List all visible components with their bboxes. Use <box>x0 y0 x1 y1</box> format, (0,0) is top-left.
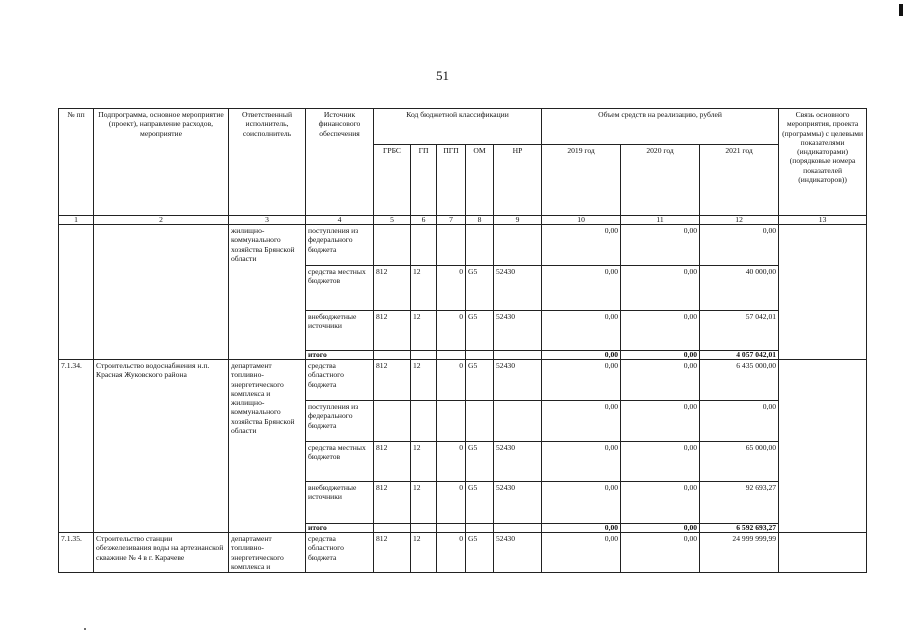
cell-om: G5 <box>466 360 494 401</box>
cell-executor: департамент топливно-энергетического комплекса и жилищно-коммунального хозяйства Брянской области <box>229 360 306 533</box>
cell-2020: 0,00 <box>621 266 700 311</box>
cell-2021: 24 999 999,99 <box>700 533 779 573</box>
cell-grbs: 812 <box>374 533 411 573</box>
cell-gp: 12 <box>411 266 437 311</box>
cell-2020: 0,00 <box>621 311 700 351</box>
cell-2021: 6 592 693,27 <box>700 524 779 533</box>
cell-om: G5 <box>466 482 494 524</box>
cell-2020: 0,00 <box>621 524 700 533</box>
header-num: № пп <box>59 109 94 216</box>
cell-source: средства местных бюджетов <box>306 442 374 482</box>
cell-np: 52430 <box>494 360 542 401</box>
cell-pgp <box>437 524 466 533</box>
cell-om <box>466 225 494 266</box>
cell-2019: 0,00 <box>542 266 621 311</box>
colnum: 13 <box>779 216 867 225</box>
cell-gp: 12 <box>411 482 437 524</box>
cell-grbs: 812 <box>374 482 411 524</box>
cell-source: поступления из федерального бюджета <box>306 401 374 442</box>
cell-num <box>59 225 94 360</box>
cell-gp <box>411 524 437 533</box>
header-code: Код бюджетной классификации <box>374 109 542 145</box>
cell-om <box>466 401 494 442</box>
cell-pgp: 0 <box>437 266 466 311</box>
header-gp: ГП <box>411 145 437 216</box>
header-2021: 2021 год <box>700 145 779 216</box>
header-link: Связь основного мероприятия, проекта (программы) с целевыми показателями (индикаторами) (порядковые номера показателей (индикаторов)) <box>779 109 867 216</box>
cell-2021: 40 000,00 <box>700 266 779 311</box>
cell-2021: 4 057 042,01 <box>700 351 779 360</box>
cell-source: средства местных бюджетов <box>306 266 374 311</box>
header-source: Источник финансового обеспечения <box>306 109 374 216</box>
cell-gp: 12 <box>411 360 437 401</box>
cell-link <box>779 225 867 360</box>
cell-om <box>466 351 494 360</box>
colnum: 2 <box>94 216 229 225</box>
cell-2020: 0,00 <box>621 533 700 573</box>
cell-num: 7.1.35. <box>59 533 94 573</box>
cell-name: Строительство водоснабжения н.п. Красная Жуковского района <box>94 360 229 533</box>
cell-gp: 12 <box>411 533 437 573</box>
cell-2021: 0,00 <box>700 225 779 266</box>
cell-grbs <box>374 225 411 266</box>
cell-2019: 0,00 <box>542 524 621 533</box>
colnum: 5 <box>374 216 411 225</box>
cell-2021: 92 693,27 <box>700 482 779 524</box>
cell-np <box>494 351 542 360</box>
cell-link <box>779 533 867 573</box>
cell-2020: 0,00 <box>621 351 700 360</box>
cell-om: G5 <box>466 533 494 573</box>
cell-pgp <box>437 401 466 442</box>
cell-source: средства областного бюджета <box>306 360 374 401</box>
header-volume: Объем средств на реализацию, рублей <box>542 109 779 145</box>
cell-pgp: 0 <box>437 360 466 401</box>
cell-2020: 0,00 <box>621 482 700 524</box>
cell-gp <box>411 401 437 442</box>
cell-pgp: 0 <box>437 311 466 351</box>
cell-2021: 6 435 000,00 <box>700 360 779 401</box>
cell-gp: 12 <box>411 311 437 351</box>
cell-np: 52430 <box>494 311 542 351</box>
page-number: 51 <box>436 68 449 83</box>
colnum: 1 <box>59 216 94 225</box>
cell-2019: 0,00 <box>542 482 621 524</box>
cell-2019: 0,00 <box>542 311 621 351</box>
cell-gp <box>411 225 437 266</box>
cell-np <box>494 225 542 266</box>
cell-np: 52430 <box>494 482 542 524</box>
cell-pgp: 0 <box>437 482 466 524</box>
cell-executor: департамент топливно-энергетического комплекса и <box>229 533 306 573</box>
colnum: 12 <box>700 216 779 225</box>
header-2019: 2019 год <box>542 145 621 216</box>
header-executor: Ответственный исполнитель, соисполнитель <box>229 109 306 216</box>
cell-2021: 57 042,01 <box>700 311 779 351</box>
cell-2019: 0,00 <box>542 442 621 482</box>
cell-om <box>466 524 494 533</box>
cell-source: поступления из федерального бюджета <box>306 225 374 266</box>
budget-table <box>58 108 867 573</box>
cell-om: G5 <box>466 442 494 482</box>
cell-grbs: 812 <box>374 266 411 311</box>
cell-source: средства областного бюджета <box>306 533 374 573</box>
cell-om: G5 <box>466 311 494 351</box>
cell-grbs: 812 <box>374 311 411 351</box>
cell-np: 52430 <box>494 533 542 573</box>
cell-np: 52430 <box>494 266 542 311</box>
cell-2020: 0,00 <box>621 225 700 266</box>
cell-pgp <box>437 225 466 266</box>
colnum: 7 <box>437 216 466 225</box>
cell-grbs: 812 <box>374 442 411 482</box>
cell-pgp <box>437 351 466 360</box>
cell-np <box>494 524 542 533</box>
header-pgp: ПГП <box>437 145 466 216</box>
header-np: НР <box>494 145 542 216</box>
cell-link <box>779 360 867 533</box>
cell-executor: жилищно-коммунального хозяйства Брянской области <box>229 225 306 360</box>
colnum: 3 <box>229 216 306 225</box>
table-row <box>59 225 867 266</box>
cell-grbs <box>374 524 411 533</box>
colnum: 9 <box>494 216 542 225</box>
cell-name <box>94 225 229 360</box>
cell-gp: 12 <box>411 442 437 482</box>
cell-source: внебюджетные источники <box>306 311 374 351</box>
column-number-row <box>59 216 867 225</box>
header-grbs: ГРБС <box>374 145 411 216</box>
cell-np <box>494 401 542 442</box>
cell-2019: 0,00 <box>542 360 621 401</box>
colnum: 6 <box>411 216 437 225</box>
cell-source: внебюджетные источники <box>306 482 374 524</box>
cell-2019: 0,00 <box>542 225 621 266</box>
table-row <box>59 533 867 573</box>
table-row <box>59 360 867 401</box>
cell-2019: 0,00 <box>542 533 621 573</box>
cell-2019: 0,00 <box>542 351 621 360</box>
header-2020: 2020 год <box>621 145 700 216</box>
cell-2021: 65 000,00 <box>700 442 779 482</box>
cell-2020: 0,00 <box>621 360 700 401</box>
cell-num: 7.1.34. <box>59 360 94 533</box>
cell-2020: 0,00 <box>621 401 700 442</box>
header-om: ОМ <box>466 145 494 216</box>
cell-name: Строительство станции обезжелезивания воды на артезианской скважине № 4 в г. Карачеве <box>94 533 229 573</box>
cell-np: 52430 <box>494 442 542 482</box>
cell-source: итого <box>306 351 374 360</box>
cell-pgp: 0 <box>437 533 466 573</box>
cell-grbs <box>374 401 411 442</box>
colnum: 11 <box>621 216 700 225</box>
speck <box>84 628 86 630</box>
cell-2020: 0,00 <box>621 442 700 482</box>
header-row <box>59 109 867 145</box>
cell-2019: 0,00 <box>542 401 621 442</box>
cell-grbs: 812 <box>374 360 411 401</box>
header-name: Подпрограмма, основное мероприятие (проект), направление расходов, мероприятие <box>94 109 229 216</box>
corner-mark <box>899 4 903 16</box>
colnum: 4 <box>306 216 374 225</box>
cell-grbs <box>374 351 411 360</box>
cell-pgp: 0 <box>437 442 466 482</box>
colnum: 8 <box>466 216 494 225</box>
cell-om: G5 <box>466 266 494 311</box>
cell-source: итого <box>306 524 374 533</box>
cell-gp <box>411 351 437 360</box>
colnum: 10 <box>542 216 621 225</box>
cell-2021: 0,00 <box>700 401 779 442</box>
